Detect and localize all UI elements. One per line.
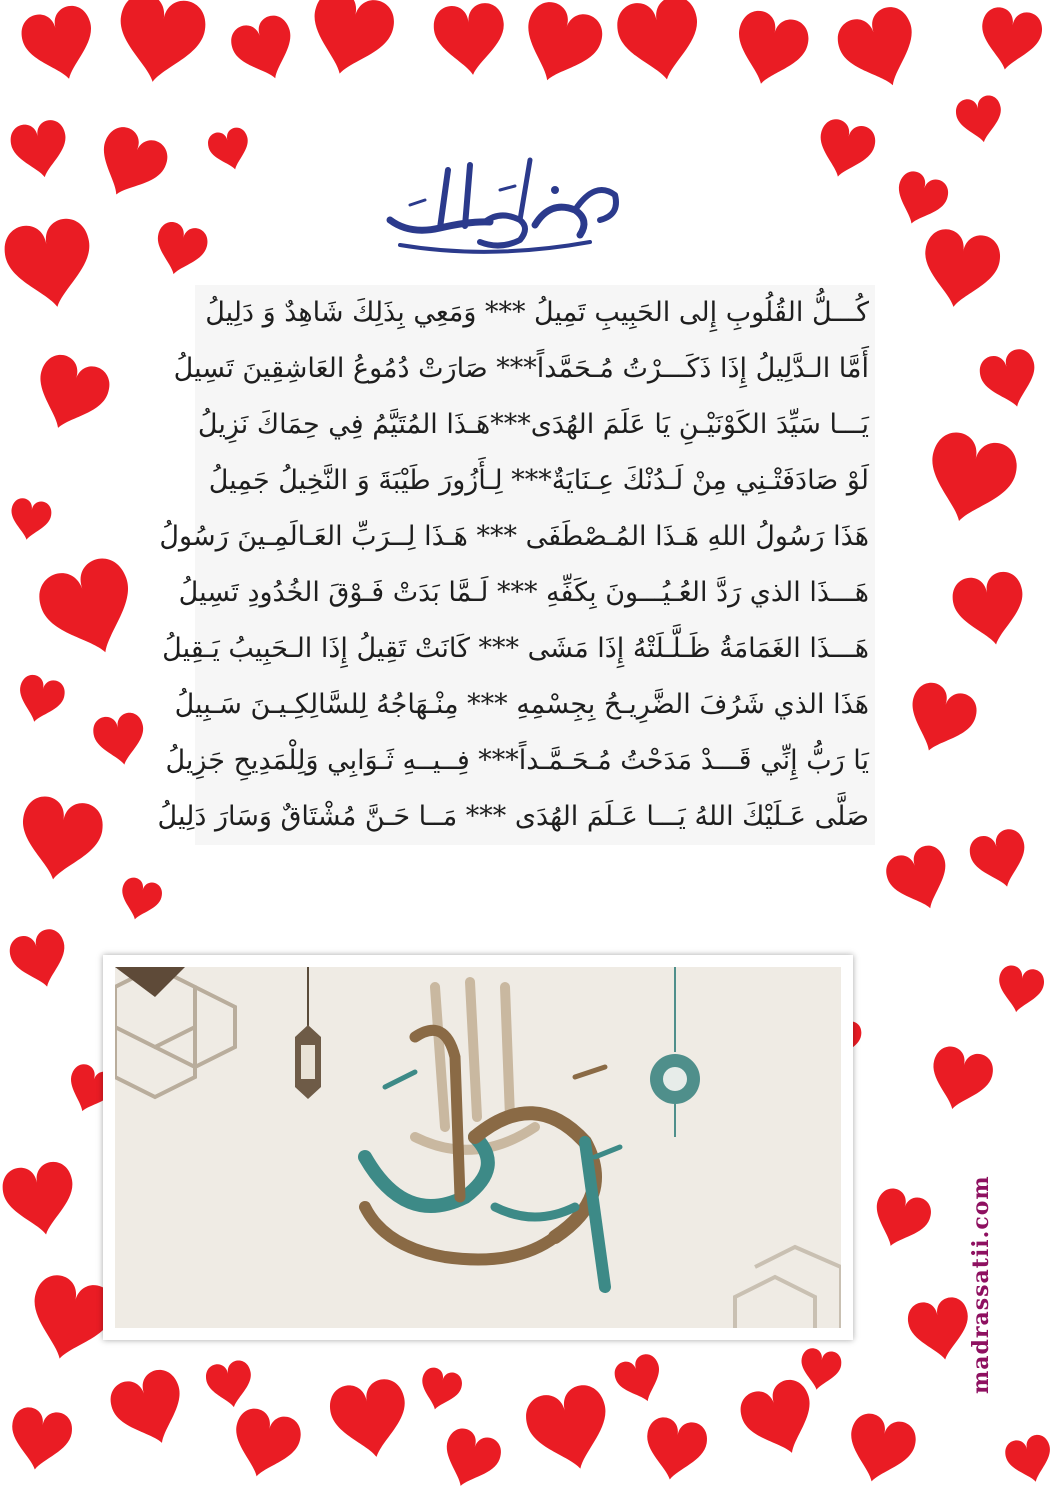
poem xyxy=(157,285,875,845)
heart-icon xyxy=(91,711,149,769)
heart-icon xyxy=(32,552,148,668)
banner-artwork xyxy=(115,967,841,1328)
heart-icon xyxy=(976,346,1043,414)
heart-icon xyxy=(8,118,72,182)
verse-line: صَلَّى عَـلَيْكَ اللهُ يَـــا عَـلَمَ الهُدَى *** مَــا حَـنَّ مُشْتَاقٌ وَسَارَ دَلِيلُ xyxy=(195,789,875,845)
heart-icon xyxy=(87,121,174,208)
heart-icon xyxy=(840,1410,920,1490)
heart-icon xyxy=(918,427,1022,532)
geometric-pattern-icon xyxy=(735,1247,841,1328)
heart-icon xyxy=(727,7,813,93)
verse-line: أَمَّا الـدَّلِيلُ إِذَا ذَكَـــرْتُ مُـحَمَّداً*** صَارَتْ دُمُوعُ العَاشِقِينَ تَسِيلُ xyxy=(195,341,875,397)
heart-icon xyxy=(832,1,928,98)
verse-line: يَـــا سَيِّدَ الكَوْنَيْـنِ يَا عَلَمَ الهُدَى***هَـذَا المُتَيَّمُ فِي حِمَاكَ نَزِيلُ xyxy=(195,397,875,453)
verse-line: لَوْ صَادَفَتْـنِي مِنْ لَـدُنْكَ عِـنَايَةٌ*** لِـأَزُورَ طَيْبَةَ وَ النَّخِيلُ جَمِيلُ xyxy=(195,453,875,509)
banner-image xyxy=(115,967,841,1328)
heart-icon xyxy=(898,678,981,762)
heart-icon xyxy=(923,1043,997,1117)
ornament-icon xyxy=(650,967,700,1137)
heart-icon xyxy=(25,350,115,440)
heart-icon xyxy=(1,215,100,314)
heart-icon xyxy=(205,125,254,174)
heart-icon xyxy=(966,826,1033,894)
heart-icon xyxy=(225,1405,305,1485)
heart-icon xyxy=(865,1184,936,1255)
heart-icon xyxy=(1002,1432,1057,1487)
heart-icon xyxy=(811,116,878,184)
heart-icon xyxy=(797,1347,843,1394)
heart-icon xyxy=(888,168,952,232)
title-calligraphy-logo xyxy=(370,150,630,260)
verse-line: هَـــذَا الغَمَامَةُ ظَـلَّـلَتْهُ إِذَا مَشَى *** كَانَتْ تَقِيلُ إِذَا الـحَبِيبُ يَـقِيلُ xyxy=(195,621,875,677)
verse-line: هَـــذَا الذي رَدَّ العُـيُـــونَ بِكَفِّهِ *** لَـمَّا بَدَتْ فَـوْقَ الخُدُودِ تَسِيلُ xyxy=(195,565,875,621)
heart-icon xyxy=(105,1365,195,1455)
heart-icon xyxy=(975,5,1045,75)
heart-icon xyxy=(954,94,1006,146)
verse-line: هَذَا رَسُولُ اللهِ هَـذَا المُـصْطَفَى *** هَـذَا لِــرَبِّ العَـالَمِـينَ رَسُولُ xyxy=(195,509,875,565)
heart-icon xyxy=(435,1424,506,1495)
heart-icon xyxy=(905,1295,975,1365)
heart-icon xyxy=(512,0,608,93)
heart-icon xyxy=(611,1351,669,1409)
site-watermark: madrassatii.com xyxy=(968,1175,994,1395)
heart-icon xyxy=(432,2,508,78)
heart-icon xyxy=(204,1359,256,1411)
heart-icon xyxy=(149,219,210,281)
heart-icon xyxy=(326,1376,413,1463)
heart-icon xyxy=(521,1381,619,1479)
lantern-icon xyxy=(295,967,321,1099)
heart-icon xyxy=(301,0,399,84)
banner-image-frame xyxy=(103,955,853,1340)
heart-icon xyxy=(5,1405,75,1475)
heart-icon xyxy=(14,793,107,886)
heart-icon xyxy=(949,569,1030,651)
heart-icon xyxy=(994,964,1046,1016)
heart-icon xyxy=(614,0,707,86)
geometric-pattern-icon xyxy=(115,967,235,1097)
heart-icon xyxy=(116,875,165,924)
verse-line: يَا رَبُّ إِنِّي قَـــدْ مَدَحْتُ مُـحَـمَّـداً*** فِــيــهِ ثَـوَابِي وَلِلْمَدِيحِ جَزِيلُ xyxy=(195,733,875,789)
verse-line: كُـــلُّ القُلُوبِ إِلى الحَبِيبِ تَمِيلُ *** وَمَعِي بِذَلِكَ شَاهِدٌ وَ دَلِيلُ xyxy=(195,285,875,341)
heart-icon xyxy=(735,1375,825,1465)
banner-calligraphy-logo xyxy=(365,982,620,1287)
heart-icon xyxy=(111,0,210,89)
heart-icon xyxy=(416,1365,465,1414)
heart-icon xyxy=(17,2,103,88)
heart-icon xyxy=(226,11,303,88)
heart-icon xyxy=(6,926,73,994)
heart-icon xyxy=(12,672,67,727)
heart-icon xyxy=(0,1159,81,1241)
heart-icon xyxy=(7,497,53,544)
heart-icon xyxy=(917,226,1004,313)
heart-icon xyxy=(881,841,958,918)
heart-icon xyxy=(640,1415,710,1485)
verse-line: هَذَا الذي شَرُفَ الضَّرِيـحُ بِجِسْمِهِ *** مِنْـهَاجُهُ لِلسَّالِكِـيـنَ سَـبِيلُ xyxy=(195,677,875,733)
